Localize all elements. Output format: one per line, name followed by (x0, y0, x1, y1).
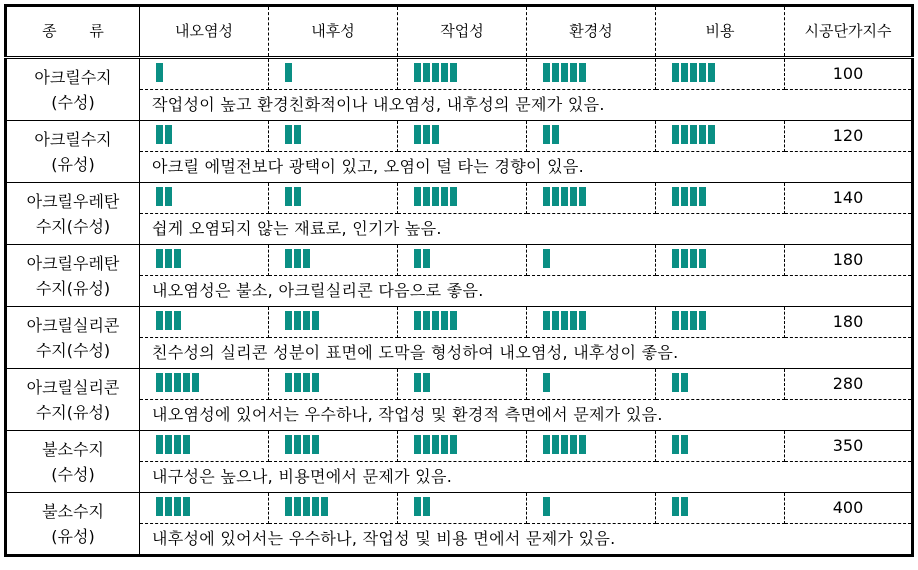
row-kind (6, 493, 140, 556)
rating-eco-friendliness (527, 245, 656, 276)
table-row (6, 307, 913, 338)
rating-bar (414, 249, 421, 268)
rating-bar (543, 373, 550, 392)
rating-bar (165, 497, 172, 516)
rating-bars (285, 373, 319, 392)
cost-index-value: 180 (785, 307, 913, 338)
rating-bar (285, 63, 292, 82)
rating-bar (423, 249, 430, 268)
rating-bars (414, 497, 430, 516)
rating-bar (699, 249, 706, 268)
header-eco-friendliness: 환경성 (527, 6, 656, 58)
rating-bar (183, 497, 190, 516)
rating-bars (672, 311, 706, 330)
rating-weather-resistance (269, 183, 398, 214)
rating-bar (156, 249, 163, 268)
rating-bars (156, 125, 172, 144)
rating-bar (156, 187, 163, 206)
description-row (6, 276, 913, 307)
rating-bar (681, 63, 688, 82)
header-kind: 종 류 (6, 6, 140, 58)
rating-bar (414, 187, 421, 206)
rating-bars (543, 63, 586, 82)
rating-stain-resistance (140, 431, 269, 462)
cost-index-value: 400 (785, 493, 913, 524)
rating-bar (570, 311, 577, 330)
rating-bar (285, 373, 292, 392)
rating-bar (285, 497, 292, 516)
table-body (6, 58, 913, 556)
table-row (6, 431, 913, 462)
rating-stain-resistance (140, 493, 269, 524)
rating-bars (156, 249, 181, 268)
rating-bar (294, 435, 301, 454)
rating-bar (165, 125, 172, 144)
rating-bar (570, 187, 577, 206)
kind-name: 아크릴실리콘 (26, 315, 120, 335)
kind-type: 수지(유성) (35, 402, 111, 422)
rating-bar (690, 249, 697, 268)
rating-bar (165, 373, 172, 392)
kind-type: 수지(수성) (35, 216, 111, 236)
rating-workability (398, 58, 527, 90)
rating-workability (398, 245, 527, 276)
rating-weather-resistance (269, 431, 398, 462)
kind-name: 아크릴우레탄 (26, 191, 120, 211)
row-kind (6, 121, 140, 183)
rating-bar (294, 125, 301, 144)
cost-index-value: 350 (785, 431, 913, 462)
row-description: 아크릴 에멀전보다 광택이 있고, 오염이 덜 타는 경향이 있음. (140, 152, 913, 183)
rating-bar (450, 311, 457, 330)
kind-type: (수성) (51, 464, 95, 484)
rating-bar (690, 63, 697, 82)
rating-bar (672, 187, 679, 206)
rating-bar (165, 187, 172, 206)
cost-index-value: 280 (785, 369, 913, 400)
rating-bar (681, 497, 688, 516)
table-row (6, 58, 913, 90)
rating-bars (672, 435, 688, 454)
rating-bar (552, 63, 559, 82)
rating-bar (450, 187, 457, 206)
rating-bar (690, 125, 697, 144)
row-description: 작업성이 높고 환경친화적이나 내오염성, 내후성의 문제가 있음. (140, 90, 913, 121)
rating-bar (681, 125, 688, 144)
rating-bar (414, 125, 421, 144)
header-workability: 작업성 (398, 6, 527, 58)
rating-cost (656, 245, 785, 276)
rating-workability (398, 307, 527, 338)
rating-bar (156, 435, 163, 454)
rating-bar (414, 373, 421, 392)
row-kind (6, 245, 140, 307)
row-kind (6, 369, 140, 431)
rating-bar (552, 435, 559, 454)
rating-stain-resistance (140, 369, 269, 400)
rating-bar (294, 249, 301, 268)
rating-bar (303, 373, 310, 392)
rating-bar (312, 311, 319, 330)
rating-bar (414, 435, 421, 454)
row-description: 내구성은 높으나, 비용면에서 문제가 있음. (140, 462, 913, 493)
kind-name: 아크릴수지 (34, 67, 112, 87)
rating-bar (681, 311, 688, 330)
header-stain-resistance: 내오염성 (140, 6, 269, 58)
rating-bars (285, 125, 301, 144)
rating-bars (285, 435, 319, 454)
rating-bar (165, 249, 172, 268)
rating-bar (579, 63, 586, 82)
rating-stain-resistance (140, 245, 269, 276)
rating-bars (414, 125, 439, 144)
kind-name: 불소수지 (42, 439, 104, 459)
rating-bar (174, 497, 181, 516)
rating-bar (672, 125, 679, 144)
row-description: 내오염성에 있어서는 우수하나, 작업성 및 환경적 측면에서 문제가 있음. (140, 400, 913, 431)
row-description: 쉽게 오염되지 않는 재료로, 인기가 높음. (140, 214, 913, 245)
rating-eco-friendliness (527, 493, 656, 524)
rating-bar (672, 497, 679, 516)
rating-bars (543, 435, 586, 454)
rating-bars (543, 497, 550, 516)
rating-bars (672, 187, 706, 206)
header-cost: 비용 (656, 6, 785, 58)
rating-bar (174, 373, 181, 392)
table-row (6, 121, 913, 152)
rating-bars (156, 63, 163, 82)
rating-bar (414, 497, 421, 516)
rating-bars (156, 311, 181, 330)
rating-bar (690, 311, 697, 330)
rating-bars (414, 249, 430, 268)
rating-bars (672, 125, 715, 144)
rating-bar (285, 125, 292, 144)
rating-stain-resistance (140, 307, 269, 338)
rating-bar (174, 249, 181, 268)
rating-bar (432, 63, 439, 82)
rating-bar (183, 373, 190, 392)
rating-bars (414, 435, 457, 454)
rating-stain-resistance (140, 121, 269, 152)
cost-index-value: 120 (785, 121, 913, 152)
rating-bar (441, 187, 448, 206)
rating-bar (543, 435, 550, 454)
rating-eco-friendliness (527, 431, 656, 462)
description-row (6, 400, 913, 431)
rating-weather-resistance (269, 58, 398, 90)
rating-bar (303, 249, 310, 268)
row-kind (6, 183, 140, 245)
rating-bar (423, 125, 430, 144)
rating-bar (294, 187, 301, 206)
rating-weather-resistance (269, 307, 398, 338)
rating-bar (699, 187, 706, 206)
comparison-table-container (4, 4, 914, 557)
rating-workability (398, 493, 527, 524)
description-row (6, 338, 913, 369)
rating-bar (681, 249, 688, 268)
rating-bar (156, 63, 163, 82)
kind-name: 불소수지 (42, 501, 104, 521)
rating-bar (156, 125, 163, 144)
rating-cost (656, 431, 785, 462)
rating-bar (183, 435, 190, 454)
rating-bars (543, 125, 559, 144)
rating-bar (579, 435, 586, 454)
rating-bar (672, 249, 679, 268)
rating-cost (656, 58, 785, 90)
rating-bar (432, 125, 439, 144)
rating-bar (690, 187, 697, 206)
rating-eco-friendliness (527, 183, 656, 214)
rating-bar (672, 373, 679, 392)
rating-bars (672, 373, 688, 392)
rating-bar (294, 497, 301, 516)
rating-cost (656, 183, 785, 214)
kind-type: (유성) (51, 526, 95, 546)
rating-bars (672, 497, 688, 516)
kind-name: 아크릴우레탄 (26, 253, 120, 273)
rating-bar (543, 311, 550, 330)
table-row (6, 183, 913, 214)
rating-bar (552, 125, 559, 144)
rating-weather-resistance (269, 121, 398, 152)
rating-cost (656, 307, 785, 338)
rating-weather-resistance (269, 493, 398, 524)
rating-bar (285, 249, 292, 268)
rating-bar (321, 497, 328, 516)
rating-bars (285, 249, 310, 268)
rating-bar (543, 63, 550, 82)
rating-bar (543, 497, 550, 516)
rating-eco-friendliness (527, 121, 656, 152)
cost-index-value: 100 (785, 58, 913, 90)
rating-eco-friendliness (527, 369, 656, 400)
rating-bar (543, 187, 550, 206)
rating-cost (656, 493, 785, 524)
rating-bars (672, 63, 715, 82)
rating-bar (156, 311, 163, 330)
kind-type: (유성) (51, 154, 95, 174)
rating-workability (398, 431, 527, 462)
rating-bar (441, 63, 448, 82)
description-row (6, 524, 913, 556)
rating-workability (398, 369, 527, 400)
rating-bar (423, 435, 430, 454)
kind-type: (수성) (51, 92, 95, 112)
rating-bar (543, 125, 550, 144)
rating-bar (579, 311, 586, 330)
rating-workability (398, 121, 527, 152)
paint-comparison-table (4, 4, 914, 557)
rating-bar (312, 373, 319, 392)
rating-bar (312, 497, 319, 516)
rating-bar (708, 125, 715, 144)
rating-bar (414, 63, 421, 82)
rating-bars (285, 63, 292, 82)
rating-bar (174, 311, 181, 330)
rating-bar (174, 435, 181, 454)
rating-bar (699, 63, 706, 82)
rating-bar (681, 435, 688, 454)
rating-bar (165, 435, 172, 454)
rating-bars (285, 497, 328, 516)
rating-bar (681, 373, 688, 392)
rating-bars (156, 373, 199, 392)
rating-weather-resistance (269, 245, 398, 276)
table-row (6, 493, 913, 524)
rating-bar (579, 187, 586, 206)
rating-bars (414, 311, 457, 330)
row-description: 내후성에 있어서는 우수하나, 작업성 및 비용 면에서 문제가 있음. (152, 529, 616, 548)
rating-bar (432, 187, 439, 206)
rating-bar (672, 311, 679, 330)
rating-bar (423, 187, 430, 206)
rating-bar (303, 497, 310, 516)
table-row (6, 369, 913, 400)
rating-bar (543, 249, 550, 268)
header-row (6, 6, 913, 58)
rating-bar (699, 125, 706, 144)
rating-bar (156, 373, 163, 392)
rating-bars (414, 373, 430, 392)
rating-bar (441, 435, 448, 454)
rating-bar (672, 435, 679, 454)
rating-bars (156, 435, 190, 454)
rating-bar (432, 311, 439, 330)
rating-stain-resistance (140, 183, 269, 214)
rating-bars (414, 187, 457, 206)
rating-weather-resistance (269, 369, 398, 400)
header-weather-resistance: 내후성 (269, 6, 398, 58)
description-row (6, 462, 913, 493)
rating-bar (681, 187, 688, 206)
rating-stain-resistance (140, 58, 269, 90)
rating-bars (543, 249, 550, 268)
rating-bar (165, 311, 172, 330)
rating-cost (656, 369, 785, 400)
rating-eco-friendliness (527, 58, 656, 90)
rating-bar (561, 187, 568, 206)
rating-bar (192, 373, 199, 392)
rating-bar (561, 311, 568, 330)
rating-bars (672, 249, 706, 268)
rating-bar (708, 63, 715, 82)
rating-bar (285, 311, 292, 330)
rating-bar (285, 187, 292, 206)
rating-bar (414, 311, 421, 330)
rating-bars (285, 187, 301, 206)
kind-name: 아크릴실리콘 (26, 377, 120, 397)
rating-bars (543, 373, 550, 392)
rating-bar (294, 311, 301, 330)
table-row (6, 245, 913, 276)
rating-bar (432, 435, 439, 454)
kind-type: 수지(수성) (35, 340, 111, 360)
rating-bar (450, 63, 457, 82)
rating-bar (312, 435, 319, 454)
description-row (6, 152, 913, 183)
rating-bar (552, 311, 559, 330)
rating-bar (561, 435, 568, 454)
rating-workability (398, 183, 527, 214)
row-kind (6, 58, 140, 121)
rating-bar (672, 63, 679, 82)
rating-bar (441, 311, 448, 330)
rating-bar (423, 63, 430, 82)
row-description: 친수성의 실리콘 성분이 표면에 도막을 형성하여 내오염성, 내후성이 좋음. (140, 338, 913, 369)
kind-name: 아크릴수지 (34, 129, 112, 149)
rating-bar (285, 435, 292, 454)
cost-index-value: 180 (785, 245, 913, 276)
rating-cost (656, 121, 785, 152)
rating-eco-friendliness (527, 307, 656, 338)
rating-bar (552, 187, 559, 206)
rating-bar (156, 497, 163, 516)
rating-bar (423, 311, 430, 330)
rating-bar (570, 435, 577, 454)
rating-bars (285, 311, 319, 330)
description-row (6, 214, 913, 245)
row-kind (6, 431, 140, 493)
rating-bar (570, 63, 577, 82)
rating-bar (699, 311, 706, 330)
rating-bar (423, 497, 430, 516)
row-description: 내오염성은 불소, 아크릴실리콘 다음으로 좋음. (140, 276, 913, 307)
cost-index-value: 140 (785, 183, 913, 214)
rating-bars (543, 187, 586, 206)
rating-bar (423, 373, 430, 392)
header-cost-index: 시공단가지수 (785, 6, 913, 58)
rating-bar (303, 435, 310, 454)
description-row (6, 90, 913, 121)
rating-bar (303, 311, 310, 330)
rating-bars (414, 63, 457, 82)
row-kind (6, 307, 140, 369)
rating-bars (543, 311, 586, 330)
rating-bar (561, 63, 568, 82)
rating-bars (156, 497, 190, 516)
rating-bar (294, 373, 301, 392)
kind-type: 수지(유성) (35, 278, 111, 298)
rating-bars (156, 187, 172, 206)
rating-bar (450, 435, 457, 454)
